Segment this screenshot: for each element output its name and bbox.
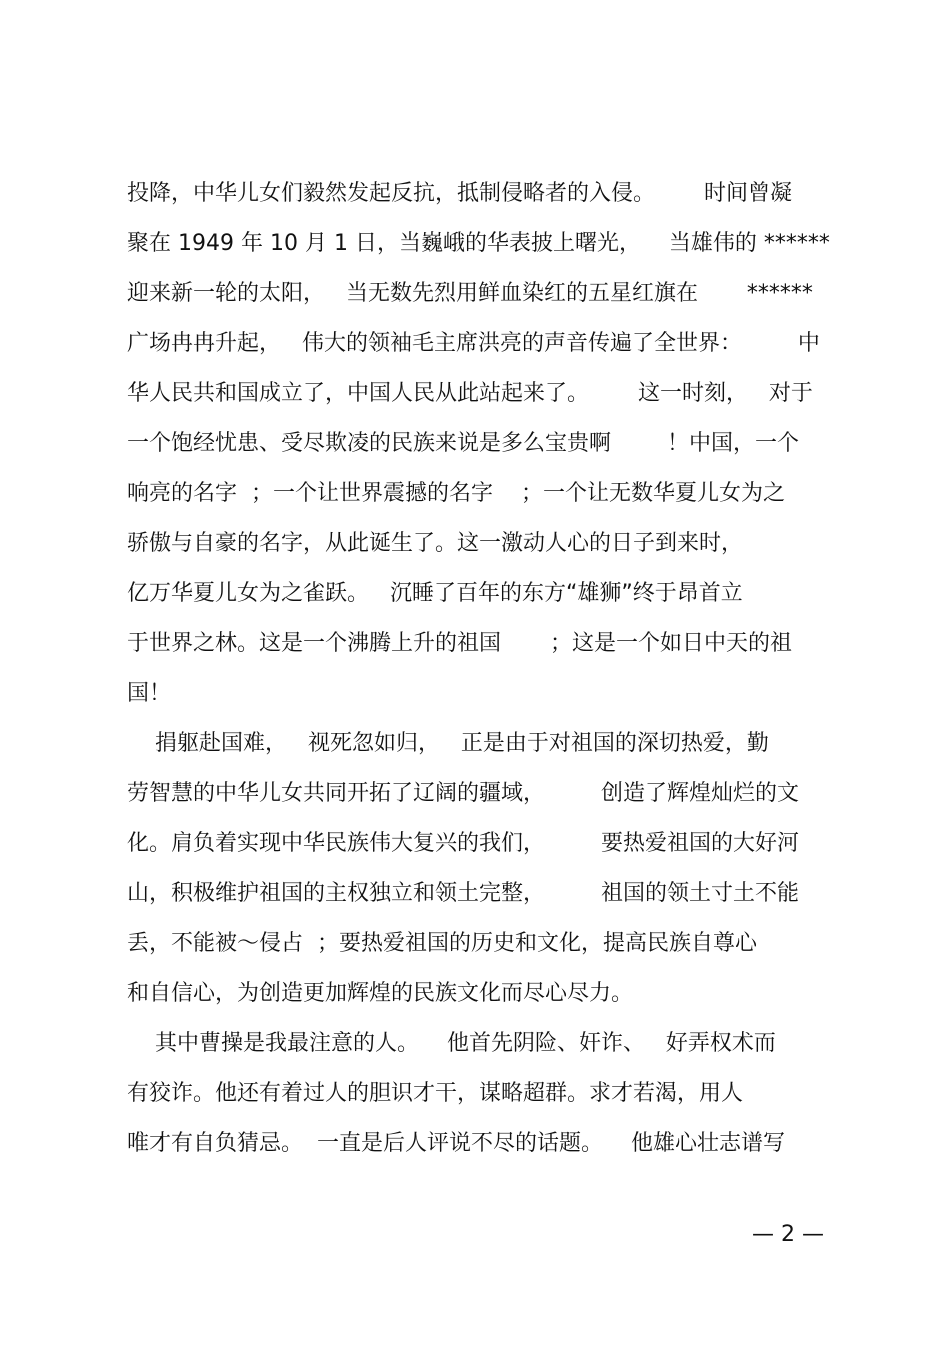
text-line: 和自信心，为创造更加辉煌的民族文化而尽心尽力。 <box>127 981 634 1006</box>
text-line: 聚在 1949 年 10 月 1 日，当巍峨的华表披上曙光， 当雄伟的 ****** <box>127 231 830 256</box>
text-line: 国！ <box>127 681 172 706</box>
text-line: 一个饱经忧患、受尽欺凌的民族来说是多么宝贵啊 ！中国，一个 <box>127 431 799 456</box>
page-number: — 2 — <box>752 1222 824 1247</box>
text-line: 捐躯赴国难， 视死忽如归， 正是由于对祖国的深切热爱，勤 <box>127 731 769 756</box>
text-line: 骄傲与自豪的名字，从此诞生了。这一激动人心的日子到来时， <box>127 531 744 556</box>
text-line: 有狡诈。他还有着过人的胆识才干，谋略超群。求才若渴，用人 <box>127 1081 744 1106</box>
text-line: 华人民共和国成立了，中国人民从此站起来了。 这一时刻， 对于 <box>127 381 813 406</box>
text-line: 其中曹操是我最注意的人。 他首先阴险、奸诈、 好弄权术而 <box>127 1031 776 1056</box>
text-line: 丢，不能被～侵占 ；要热爱祖国的历史和文化，提高民族自尊心 <box>127 931 757 956</box>
text-line: 山，积极维护祖国的主权独立和领土完整， 祖国的领土寸土不能 <box>127 881 799 906</box>
text-line: 唯才有自负猜忌。 一直是后人评说不尽的话题。 他雄心壮志谱写 <box>127 1131 785 1156</box>
text-line: 投降，中华儿女们毅然发起反抗，抵制侵略者的入侵。 时间曾凝 <box>127 181 792 206</box>
text-line: 亿万华夏儿女为之雀跃。 沉睡了百年的东方“雄狮”终于昂首立 <box>127 581 743 606</box>
text-line: 响亮的名字 ；一个让世界震撼的名字 ；一个让无数华夏儿女为之 <box>127 481 785 506</box>
text-line: 于世界之林。这是一个沸腾上升的祖国 ；这是一个如日中天的祖 <box>127 631 792 656</box>
text-line: 化。肩负着实现中华民族伟大复兴的我们， 要热爱祖国的大好河 <box>127 831 799 856</box>
text-line: 广场冉冉升起， 伟大的领袖毛主席洪亮的声音传遍了全世界： 中 <box>127 331 820 356</box>
text-line: 劳智慧的中华儿女共同开拓了辽阔的疆域， 创造了辉煌灿烂的文 <box>127 781 799 806</box>
text-line: 迎来新一轮的太阳， 当无数先烈用鲜血染红的五星红旗在 ****** <box>127 281 813 306</box>
